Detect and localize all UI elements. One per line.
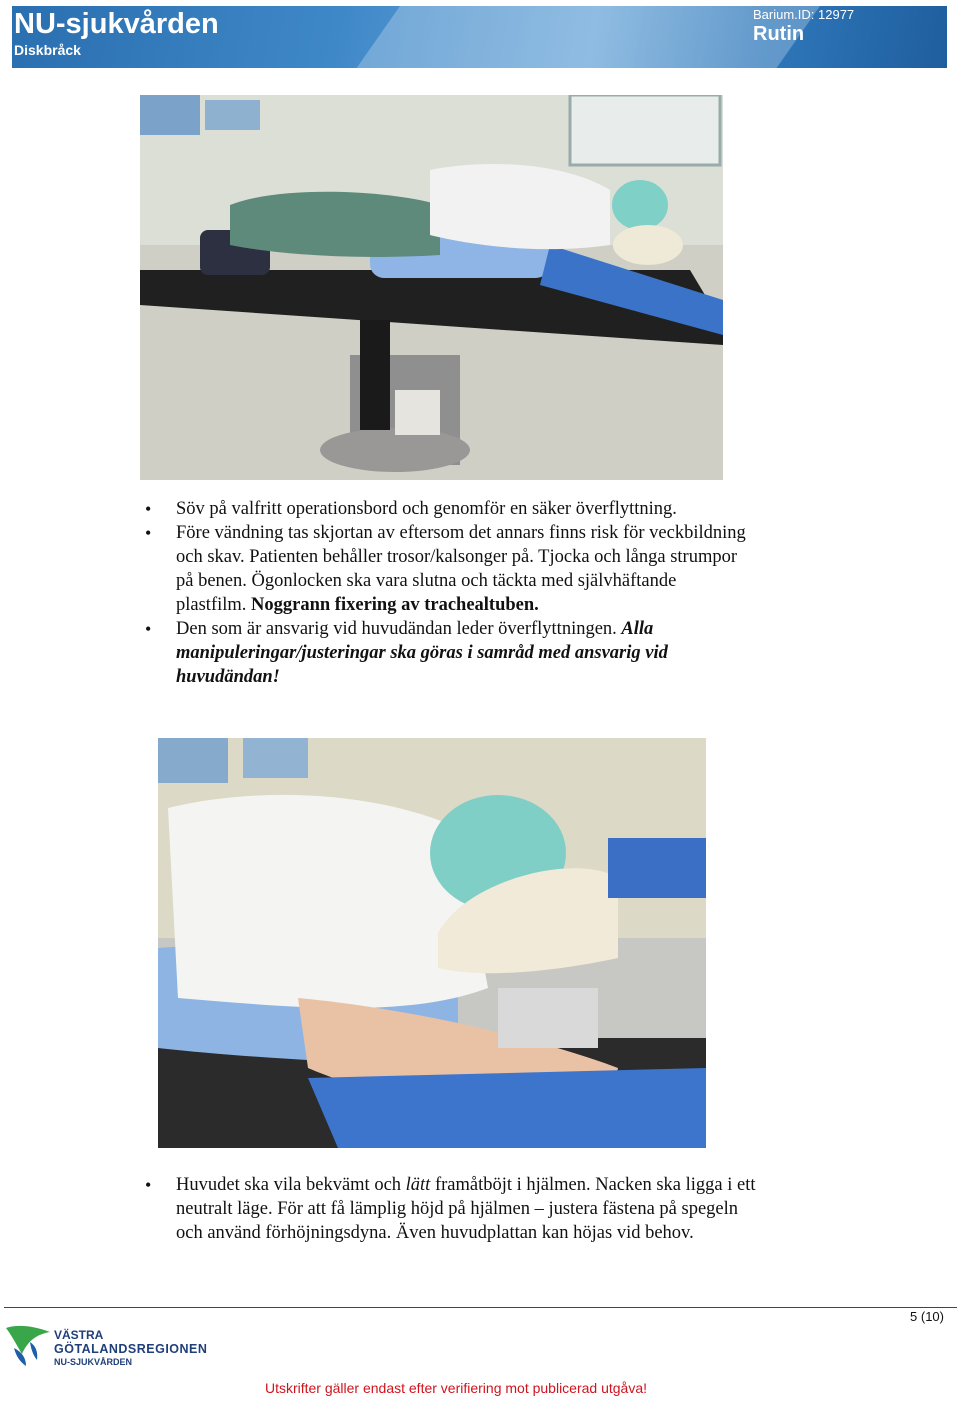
- instruction-list-2: [140, 1173, 760, 1245]
- bullet-emphasis: Alla manipuleringar/justeringar ska göras i samråd med ansvarig vid huvudändan!: [176, 619, 668, 687]
- logo-line-1: VÄSTRA: [54, 1328, 104, 1342]
- document-type: Rutin: [753, 23, 805, 45]
- page-number: 5 (10): [910, 1309, 944, 1324]
- list-item: [140, 497, 750, 521]
- document-header: [12, 6, 947, 68]
- bullet-emphasis: Noggrann fixering av trachealtuben.: [251, 595, 539, 615]
- document-subtitle: Diskbråck: [14, 42, 81, 58]
- logo-line-2: GÖTALANDSREGIONEN: [54, 1342, 208, 1356]
- bullet-emphasis: lätt: [405, 1175, 431, 1195]
- list-item: [140, 1173, 760, 1245]
- bullet-text: framåtböjt i hjälmen. Nacken ska ligga i ett neutralt läge. För att få lämplig höjd på hjälmen – justera fästena på spegeln och använd förhöjningsdyna. Även huvudplattan kan höjas vid behov.: [176, 1175, 756, 1243]
- photo-head-in-helmet: [158, 738, 706, 1148]
- list-item: [140, 617, 750, 689]
- photo-illustration: [158, 738, 706, 1148]
- document-id: Barium.ID: 12977: [753, 7, 855, 22]
- brand-title: NU-sjukvården: [14, 8, 219, 40]
- photo-patient-prone-table: [140, 95, 723, 480]
- bullet-text: Den som är ansvarig vid huvudändan leder överflyttningen.: [176, 619, 617, 639]
- footer-divider: [4, 1307, 957, 1308]
- logo-line-3: NU-SJUKVÅRDEN: [54, 1357, 133, 1367]
- bullet-text: Söv på valfritt operationsbord och genomför en säker överflyttning.: [176, 499, 677, 519]
- photo-illustration: [140, 95, 723, 480]
- bullet-text: Huvudet ska vila bekvämt och: [176, 1175, 402, 1195]
- print-validity-note: Utskrifter gäller endast efter verifiering mot publicerad utgåva!: [264, 1380, 648, 1396]
- vgr-logo: [4, 1322, 234, 1370]
- vgr-logo-icon: [4, 1322, 52, 1366]
- bullet-text: Före vändning tas skjortan av eftersom det annars finns risk för veckbildning och skav. Patienten behåller trosor/kalsonger på. Tjocka och långa strumpor på benen. Ögonlocken ska vara slutna och täckta med självhäftande plastfilm.: [176, 523, 746, 615]
- instruction-list-1: [140, 497, 750, 689]
- list-item: [140, 521, 750, 617]
